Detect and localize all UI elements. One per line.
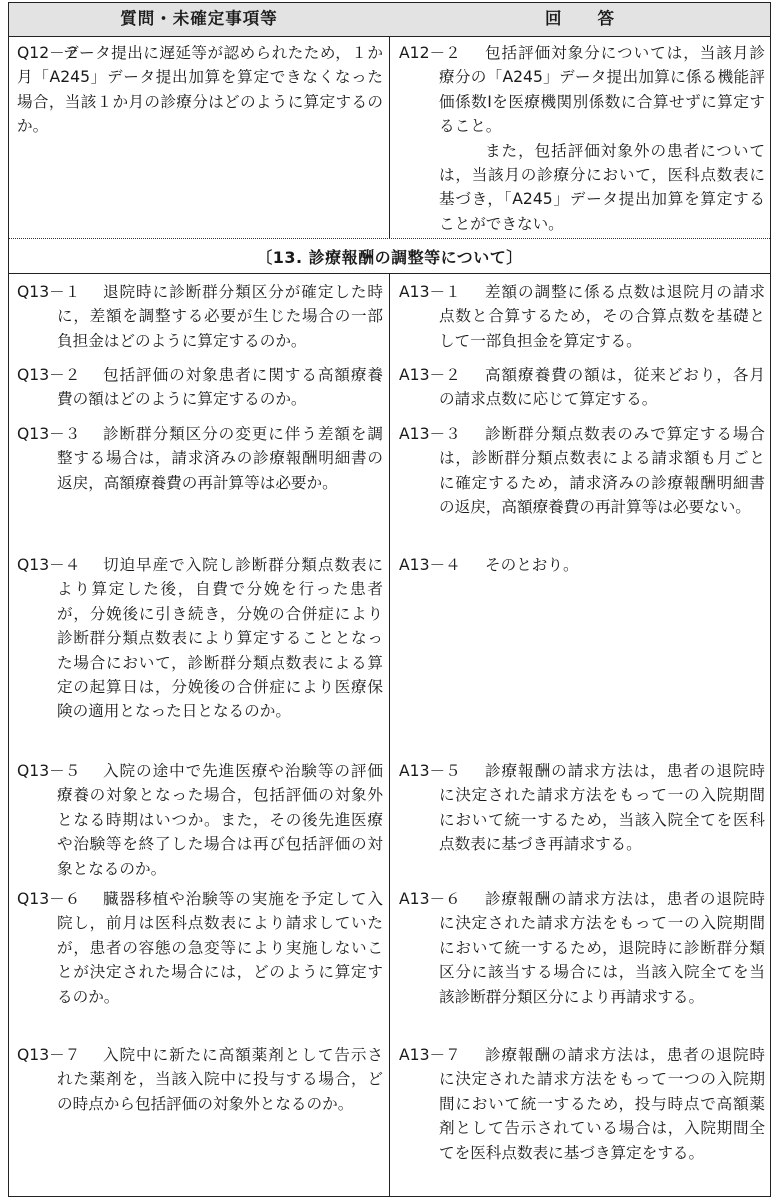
answer-text-continued: また，包括評価対象外の患者については，当該月の診療分において，医科点数表に基づき，「A245」データ提出加算を算定することができない。 — [439, 141, 765, 233]
answer-text: 診療報酬の請求方法は，患者の退院時に決定された請求方法をもって一の入院期間において統一するため，退院時に診断群分類区分に該当する場合には，当該入院全てを当該診断群分類区分により再請求する。 — [439, 890, 765, 1006]
question-cell — [17, 759, 383, 881]
answer-cell — [399, 363, 765, 412]
answer-cell — [399, 887, 765, 1009]
answer-code: A13－４ — [399, 556, 461, 574]
table-header — [9, 3, 770, 37]
answer-text: 診断群分類点数表のみで算定する場合は，診断群分類点数表による請求額も月ごとに確定するため，請求済みの診療報酬明細書の返戻，高額療養費の再計算等は必要ない。 — [439, 425, 765, 517]
answer-text: 診療報酬の請求方法は，患者の退院時に決定された請求方法をもって一つの入院期間において統一するため，投与時点で高額薬剤として告示されている場合は，入院期間全てを医科点数表に基づき算定をする。 — [439, 1046, 765, 1162]
answer-text: 差額の調整に係る点数は退院月の請求点数と合算するため，その合算点数を基礎として一部負担金を算定する。 — [439, 283, 765, 350]
answer-text: 包括評価対象分については，当該月診療分の「A245」データ提出加算に係る機能評価係数Ⅰを医療機関別係数に合算せずに算定すること。 — [439, 44, 765, 136]
qa-table — [8, 2, 771, 1197]
answer-cell — [399, 422, 765, 520]
question-text: 臓器移植や治験等の実施を予定して入院し，前月は医科点数表により請求していたが，患者の容態の急変等により実施しないことが決定された場合には，どのように算定するのか。 — [57, 890, 383, 1006]
answer-cell — [399, 759, 765, 857]
answer-column-header: 回 答 — [545, 9, 615, 28]
question-code: Q13－４ — [17, 556, 81, 574]
question-text: データ提出に遅延等が認められたため，１か月「A245」データ提出加算を算定できなくなった場合，当該１か月の診療分はどのように算定するのか。 — [17, 44, 383, 136]
answer-code: A13－６ — [399, 890, 461, 908]
question-code: Q12－２ — [17, 44, 81, 62]
question-text: 退院時に診断群分類区分が確定した時に，差額を調整する必要が生じた場合の一部負担金はどのように算定するのか。 — [57, 283, 383, 350]
question-code: Q13－６ — [17, 890, 81, 908]
question-cell — [17, 553, 383, 724]
answer-text: 診療報酬の請求方法は，患者の退院時に決定された請求方法をもって一の入院期間において統一するため，当該入院全てを医科点数表に基づき再請求する。 — [439, 762, 765, 854]
question-cell — [17, 422, 383, 495]
question-code: Q13－２ — [17, 366, 81, 384]
question-cell — [17, 363, 383, 412]
column-divider — [389, 37, 390, 238]
section-rule — [9, 273, 770, 274]
answer-text: 高額療養費の額は，従来どおり，各月の請求点数に応じて算定する。 — [439, 366, 765, 409]
answer-code: A13－５ — [399, 762, 461, 780]
answer-text: そのとおり。 — [485, 556, 579, 574]
answer-cell — [399, 280, 765, 353]
answer-code: A13－１ — [399, 283, 461, 301]
answer-code: A13－７ — [399, 1046, 461, 1064]
question-code: Q13－１ — [17, 283, 81, 301]
section-divider — [9, 238, 770, 239]
question-code: Q13－５ — [17, 762, 81, 780]
question-text: 入院中に新たに高額薬剤として告示された薬剤を，当該入院中に投与する場合，どの時点から包括評価の対象外となるのか。 — [57, 1046, 383, 1113]
answer-code: A12－２ — [399, 44, 461, 62]
question-code: Q13－３ — [17, 425, 81, 443]
question-column-header: 質問・未確定事項等 — [120, 9, 278, 28]
answer-cell — [399, 1043, 765, 1165]
section-title: 〔13. 診療報酬の調整等について〕 — [256, 248, 523, 267]
question-cell — [17, 280, 383, 353]
question-text: 診断群分類区分の変更に伴う差額を調整する場合は，請求済みの診療報酬明細書の返戻，高額療養費の再計算等は必要か。 — [57, 425, 383, 492]
question-code: Q13－７ — [17, 1046, 81, 1064]
answer-cell — [399, 553, 765, 577]
answer-code: A13－２ — [399, 366, 461, 384]
answer-cell — [399, 41, 765, 236]
question-cell — [17, 1043, 383, 1116]
question-cell — [17, 41, 383, 139]
question-cell — [17, 887, 383, 1009]
question-text: 包括評価の対象患者に関する高額療養費の額はどのように算定するのか。 — [57, 366, 383, 409]
question-text: 入院の途中で先進医療や治験等の評価療養の対象となった場合，包括評価の対象外となる時期はいつか。また，その後先進医療や治験等を終了した場合は再び包括評価の対象となるのか。 — [57, 762, 383, 878]
answer-code: A13－３ — [399, 425, 461, 443]
question-text: 切迫早産で入院し診断群分類点数表により算定した後，自費で分娩を行った患者が，分娩後に引き続き，分娩の合併症により診断群分類点数表により算定することとなった場合において，診断群分類点数表による算定の起算日は，分娩後の合併症により医療保険の適用となった日となるのか。 — [57, 556, 383, 721]
column-divider — [389, 274, 390, 1196]
